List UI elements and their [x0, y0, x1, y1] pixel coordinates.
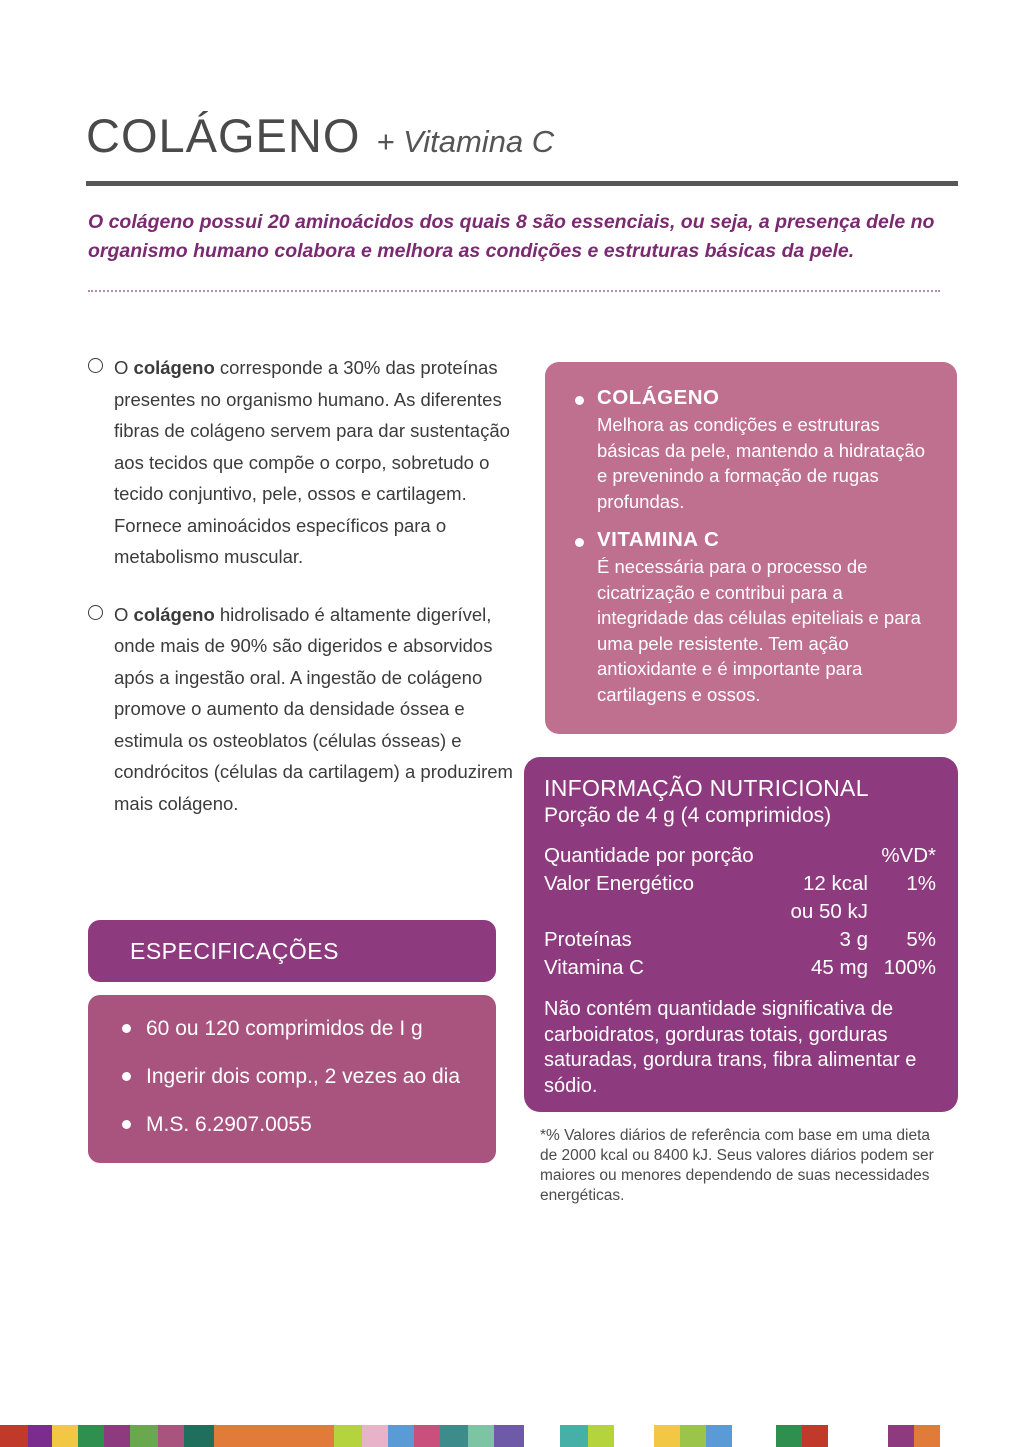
table-header-row: [544, 843, 936, 871]
benefit-item-vitamin-c: [575, 528, 931, 707]
paragraph-1-bold: colágeno: [133, 357, 215, 378]
color-strip-segment: [732, 1425, 776, 1447]
paragraph-2-prefix: O: [114, 603, 134, 625]
body-paragraph-2: [88, 599, 518, 820]
specifications-list: [122, 1015, 470, 1138]
nutrition-col-vd: %VD*: [881, 844, 936, 867]
bullet-dot-icon: [575, 538, 584, 547]
page-title: [86, 108, 936, 163]
list-item: [122, 1015, 470, 1042]
nutrition-row-name: Valor Energético: [544, 872, 695, 895]
color-strip-segment: [104, 1425, 130, 1447]
color-strip-segment: [802, 1425, 828, 1447]
spec-item-label: Ingerir dois comp., 2 vezes ao dia: [146, 1065, 460, 1088]
color-strip-segment: [334, 1425, 362, 1447]
bullet-dot-icon: [122, 1072, 131, 1081]
nutrition-row-amount: 12 kcal: [803, 872, 868, 895]
color-strip-segment: [440, 1425, 468, 1447]
color-strip-segment: [468, 1425, 494, 1447]
paragraph-2-rest: hidrolisado é altamente digerível, onde mais de 90% são digeridos e absorvidos após a ingestão oral. A ingestão de colágeno promove o aumento da densidade óssea e estimula os osteoblatos (células ósseas) e condrócitos (células da cartilagem) a produzirem mais colágeno.: [114, 603, 513, 814]
bullet-dot-icon: [122, 1120, 131, 1129]
nutrition-title: INFORMAÇÃO NUTRICIONAL: [544, 775, 869, 801]
bullet-dot-icon: [575, 396, 584, 405]
spec-item-label: M.S. 6.2907.0055: [146, 1113, 312, 1136]
body-text-column: [88, 352, 518, 845]
nutrition-serving: Porção de 4 g (4 comprimidos): [544, 804, 832, 827]
list-item: [122, 1063, 470, 1090]
color-strip: [0, 1425, 1020, 1447]
color-strip-segment: [680, 1425, 706, 1447]
nutrition-footnote: *% Valores diários de referência com base em uma dieta de 2000 kcal ou 8400 kJ. Seus valores diários podem ser maiores ou menores dependendo de suas necessidades energéticas.: [540, 1127, 934, 1204]
color-strip-segment: [914, 1425, 940, 1447]
color-strip-segment: [362, 1425, 388, 1447]
nutrition-col-label: Quantidade por porção: [544, 844, 754, 867]
nutrition-note: Não contém quantidade significativa de carboidratos, gorduras totais, gorduras saturadas, gordura trans, fibra alimentar e sódio.: [544, 998, 917, 1097]
bullet-circle-icon: [88, 605, 103, 620]
color-strip-segment: [78, 1425, 104, 1447]
nutrition-row-vd: [868, 899, 936, 927]
benefit-text: É necessária para o processo de cicatrização e contribui para a integridade das células epiteliais e para uma pele resistente. Tem ação antioxidante e é importante para cartilagens e ossos.: [597, 556, 921, 705]
paragraph-1-prefix: O: [114, 357, 134, 378]
table-row: [544, 871, 936, 899]
nutrition-row-name: [544, 899, 781, 927]
nutrition-row-vd: 1%: [906, 872, 936, 895]
color-strip-segment: [560, 1425, 588, 1447]
color-strip-segment: [414, 1425, 440, 1447]
title-main: COLÁGENO: [86, 109, 361, 162]
paragraph-2-bold: colágeno: [133, 603, 215, 625]
color-strip-segment: [214, 1425, 334, 1447]
color-strip-segment: [158, 1425, 184, 1447]
nutrition-row-name: Proteínas: [544, 928, 632, 951]
title-subtitle: + Vitamina C: [376, 124, 555, 159]
benefit-text: Melhora as condições e estruturas básicas da pele, mantendo a hidratação e prevenindo a formação de rugas profundas.: [597, 414, 926, 512]
nutrition-row-vd: 5%: [906, 928, 936, 951]
benefit-title: COLÁGENO: [597, 386, 720, 409]
header-divider: [86, 181, 958, 186]
bullet-dot-icon: [122, 1024, 131, 1033]
color-strip-segment: [828, 1425, 888, 1447]
color-strip-segment: [588, 1425, 614, 1447]
color-strip-segment: [614, 1425, 654, 1447]
nutrition-row-vd: 100%: [883, 956, 936, 979]
table-row: [544, 899, 936, 927]
table-row: [544, 955, 936, 983]
list-item: [122, 1111, 470, 1138]
benefits-panel: [545, 362, 957, 734]
spec-item-label: 60 ou 120 comprimidos de I g: [146, 1017, 423, 1040]
table-row: [544, 927, 936, 955]
benefit-item-collagen: [575, 386, 931, 514]
color-strip-segment: [52, 1425, 78, 1447]
nutrition-col-amount: [781, 843, 868, 871]
paragraph-1-rest: corresponde a 30% das proteínas presentes no organismo humano. As diferentes fibras de colágeno servem para dar sustentação aos tecidos que compõe o corpo, sobretudo o tecido conjuntivo, pele, ossos e cartilagem. Fornece aminoácidos específicos para o metabolismo muscular.: [114, 357, 510, 567]
body-paragraph-1: [88, 352, 518, 573]
bullet-circle-icon: [88, 358, 103, 373]
color-strip-segment: [28, 1425, 52, 1447]
color-strip-segment: [494, 1425, 524, 1447]
dotted-divider: [88, 290, 940, 292]
nutrition-row-amount: 3 g: [839, 928, 868, 951]
nutrition-panel: [524, 757, 958, 1112]
color-strip-segment: [654, 1425, 680, 1447]
color-strip-segment: [776, 1425, 802, 1447]
color-strip-segment: [888, 1425, 914, 1447]
color-strip-segment: [940, 1425, 1020, 1447]
color-strip-segment: [524, 1425, 560, 1447]
specifications-box: [88, 995, 496, 1163]
nutrition-row-name: Vitamina C: [544, 956, 644, 979]
color-strip-segment: [706, 1425, 732, 1447]
nutrition-row-amount: ou 50 kJ: [790, 900, 868, 923]
color-strip-segment: [130, 1425, 158, 1447]
benefit-title: VITAMINA C: [597, 528, 720, 551]
lead-paragraph: O colágeno possui 20 aminoácidos dos quais 8 são essenciais, ou seja, a presença dele no organismo humano colabora e melhora as condições e estruturas básicas da pele.: [88, 211, 935, 262]
specifications-header: ESPECIFICAÇÕES: [88, 920, 496, 982]
nutrition-table: [544, 843, 936, 983]
color-strip-segment: [388, 1425, 414, 1447]
nutrition-row-amount: 45 mg: [811, 956, 868, 979]
color-strip-segment: [0, 1425, 28, 1447]
color-strip-segment: [184, 1425, 214, 1447]
